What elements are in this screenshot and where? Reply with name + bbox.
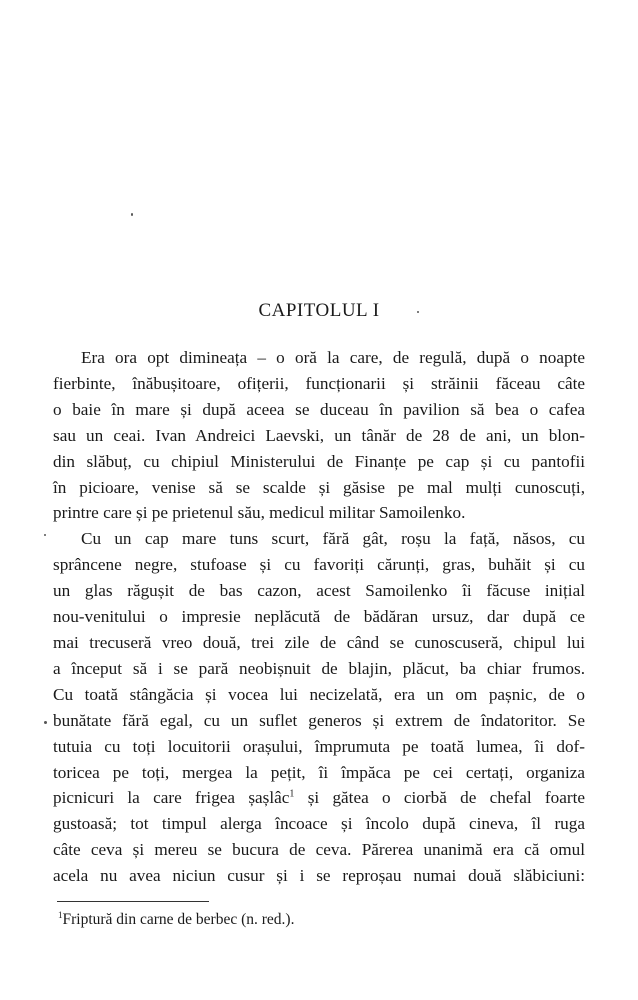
text-line-with-footnote	[53, 785, 585, 811]
text-line: a început să i se pară neobișnuit de blajin, plăcut, ba chiar frumos.	[53, 658, 585, 678]
text-line: tutuia cu toți locuitorii orașului, împrumuta pe toată lumea, îi dof-	[53, 736, 585, 756]
text-segment: și gătea o ciorbă de chefal foarte	[294, 788, 586, 808]
footnote-marker: 1	[58, 909, 63, 920]
footnote-reference: 1	[289, 788, 295, 800]
text-line: fierbinte, înăbușitoare, ofițerii, funcționarii și străinii făceau câte	[53, 373, 585, 393]
text-line: câte ceva și mereu se bucura de ceva. Părerea unanimă era că omul	[53, 840, 585, 860]
text-line: o baie în mare și după aceea se duceau în pavilion să bea o cafea	[53, 399, 585, 419]
text-line: bunătate fără egal, cu un suflet generos și extrem de îndatoritor. Se	[53, 710, 585, 730]
text-line: din slăbuț, cu chipiul Ministerului de Finanțe pe cap și cu pantofii	[53, 451, 585, 471]
scan-speck	[417, 311, 419, 313]
body-text	[53, 345, 585, 889]
chapter-title: CAPITOLUL I	[258, 300, 380, 321]
scan-speck	[131, 213, 133, 216]
text-line: mai trecuseră vreo două, trei zile de când se cunoscuseră, chipul lui	[53, 632, 585, 652]
text-line: Era ora opt dimineața – o oră la care, de regulă, după o noapte	[81, 348, 585, 367]
text-line: în picioare, venise să se scalde și găsise pe mal mulți cunoscuți,	[53, 477, 585, 497]
text-line: nou-venitului o impresie neplăcută de bădăran ursuz, dar după ce	[53, 607, 585, 627]
text-line: printre care și pe prietenul său, medicul militar Samoilenko.	[53, 503, 466, 523]
text-line: Cu toată stângăcia și vocea lui necizelată, era un om pașnic, de o	[53, 684, 585, 704]
text-line: toricea pe toți, mergea la pețit, îi împăca pe cei certați, organiza	[53, 762, 585, 782]
text-line: Cu un cap mare tuns scurt, fără gât, roșu la față, năsos, cu	[81, 529, 585, 549]
footnote-text: Friptură din carne de berbec (n. red.).	[62, 911, 295, 928]
footnote	[58, 910, 558, 930]
text-line: sau un ceai. Ivan Andreici Laevski, un tânăr de 28 de ani, un blon-	[53, 425, 585, 445]
text-segment: picnicuri la care frigea șașlâc	[53, 788, 290, 808]
scan-speck	[44, 534, 46, 536]
text-line: gustoasă; tot timpul alerga încoace și încolo după cineva, îl ruga	[53, 814, 585, 834]
footnote-divider	[57, 901, 209, 902]
text-line: acela nu avea niciun cusur și i se reproșau numai două slăbiciuni:	[53, 866, 585, 886]
text-line: un glas răgușit de bas cazon, acest Samoilenko îi făcuse inițial	[53, 581, 585, 601]
scan-speck	[44, 721, 47, 724]
text-line: sprâncene negre, stufoase și cu favoriți cărunți, gras, buhăit și cu	[53, 555, 585, 575]
